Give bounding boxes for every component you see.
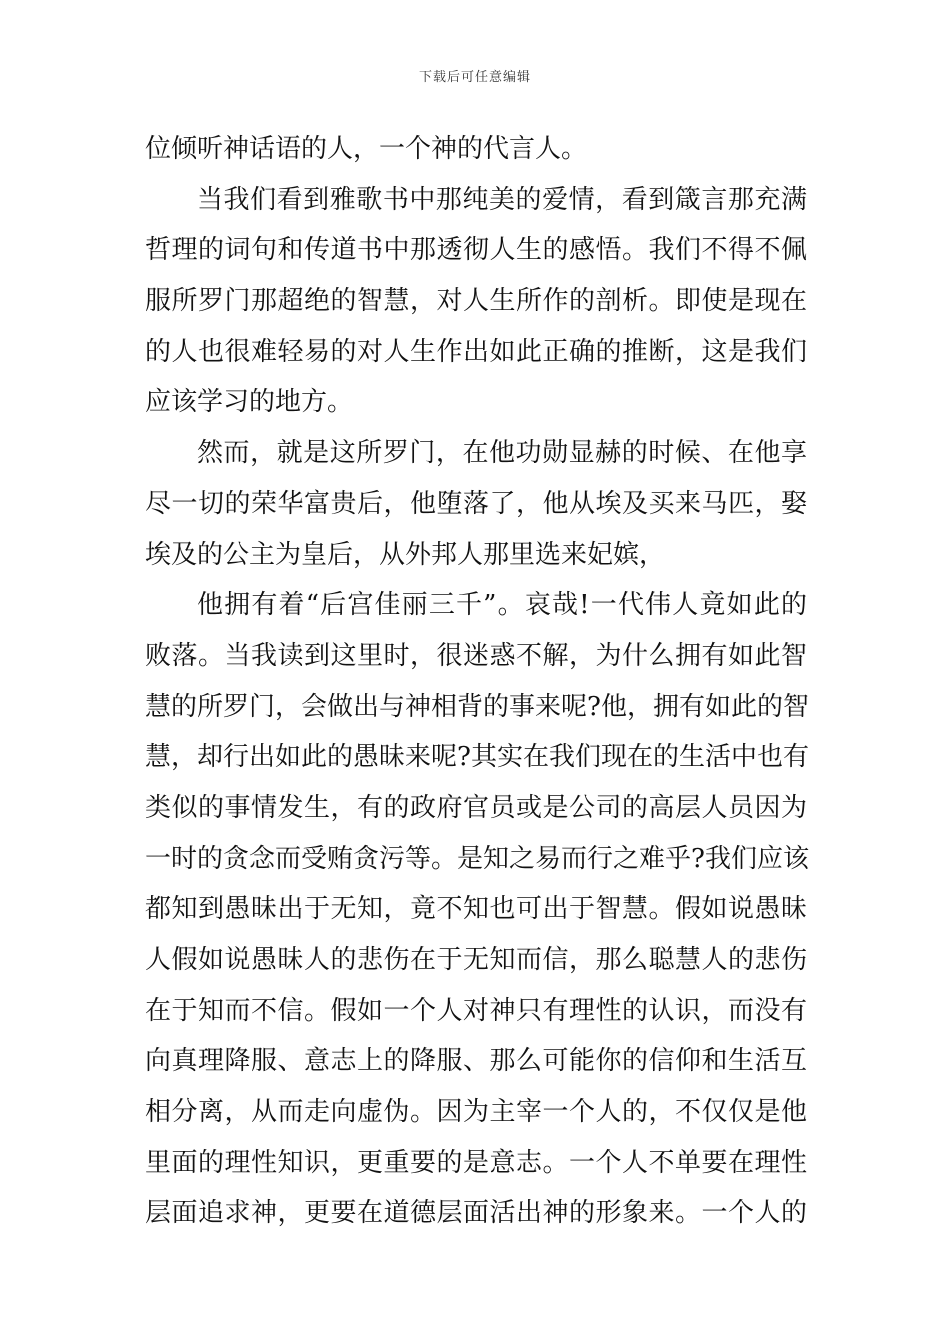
document-body — [145, 124, 807, 1239]
text-line: 类似的事情发生，有的政府官员或是公司的高层人员因为 — [145, 792, 807, 823]
text-line: 层面追求神，更要在道德层面活出神的形象来。一个人的 — [145, 1198, 807, 1229]
text-line: 服所罗门那超绝的智慧，对人生所作的剖析。即使是现在 — [145, 286, 807, 317]
text-line: 哲理的词句和传道书中那透彻人生的感悟。我们不得不佩 — [145, 235, 807, 266]
text-line: 应该学习的地方。 — [145, 387, 354, 418]
text-line: 一时的贪念而受贿贪污等。是知之易而行之难乎?我们应该 — [145, 843, 809, 874]
text-line: 人假如说愚昧人的悲伤在于无知而信，那么聪慧人的悲伤 — [145, 945, 807, 975]
text-line: 他拥有着“后宫佳丽三千”。哀哉!一代伟人竟如此的 — [197, 590, 807, 621]
page-header: 下载后可任意编辑 — [418, 70, 531, 85]
text-line: 里面的理性知识，更重要的是意志。一个人不单要在理性 — [145, 1147, 807, 1178]
text-line: 在于知而不信。假如一个人对神只有理性的认识，而没有 — [145, 995, 807, 1026]
text-line: 向真理降服、意志上的降服、那么可能你的信仰和生活互 — [145, 1046, 807, 1077]
text-line: 都知到愚昧出于无知，竟不知也可出于智慧。假如说愚昧 — [145, 894, 807, 925]
text-line: 相分离，从而走向虚伪。因为主宰一个人的，不仅仅是他 — [145, 1097, 807, 1128]
text-line: 慧，却行出如此的愚昧来呢?其实在我们现在的生活中也有 — [145, 742, 809, 773]
text-line: 的人也很难轻易的对人生作出如此正确的推断，这是我们 — [145, 336, 807, 367]
text-line: 尽一切的荣华富贵后，他堕落了，他从埃及买来马匹，娶 — [145, 488, 807, 519]
text-line: 然而，就是这所罗门，在他功勋显赫的时候、在他享 — [197, 438, 807, 469]
text-line: 埃及的公主为皇后，从外邦人那里选来妃嫔， — [145, 539, 666, 570]
text-line: 当我们看到雅歌书中那纯美的爱情，看到箴言那充满 — [197, 184, 807, 215]
text-line: 慧的所罗门，会做出与神相背的事来呢?他，拥有如此的智 — [145, 691, 809, 722]
text-line: 位倾听神话语的人，一个神的代言人。 — [145, 134, 588, 164]
text-line: 败落。当我读到这里时，很迷惑不解，为什么拥有如此智 — [145, 640, 807, 671]
